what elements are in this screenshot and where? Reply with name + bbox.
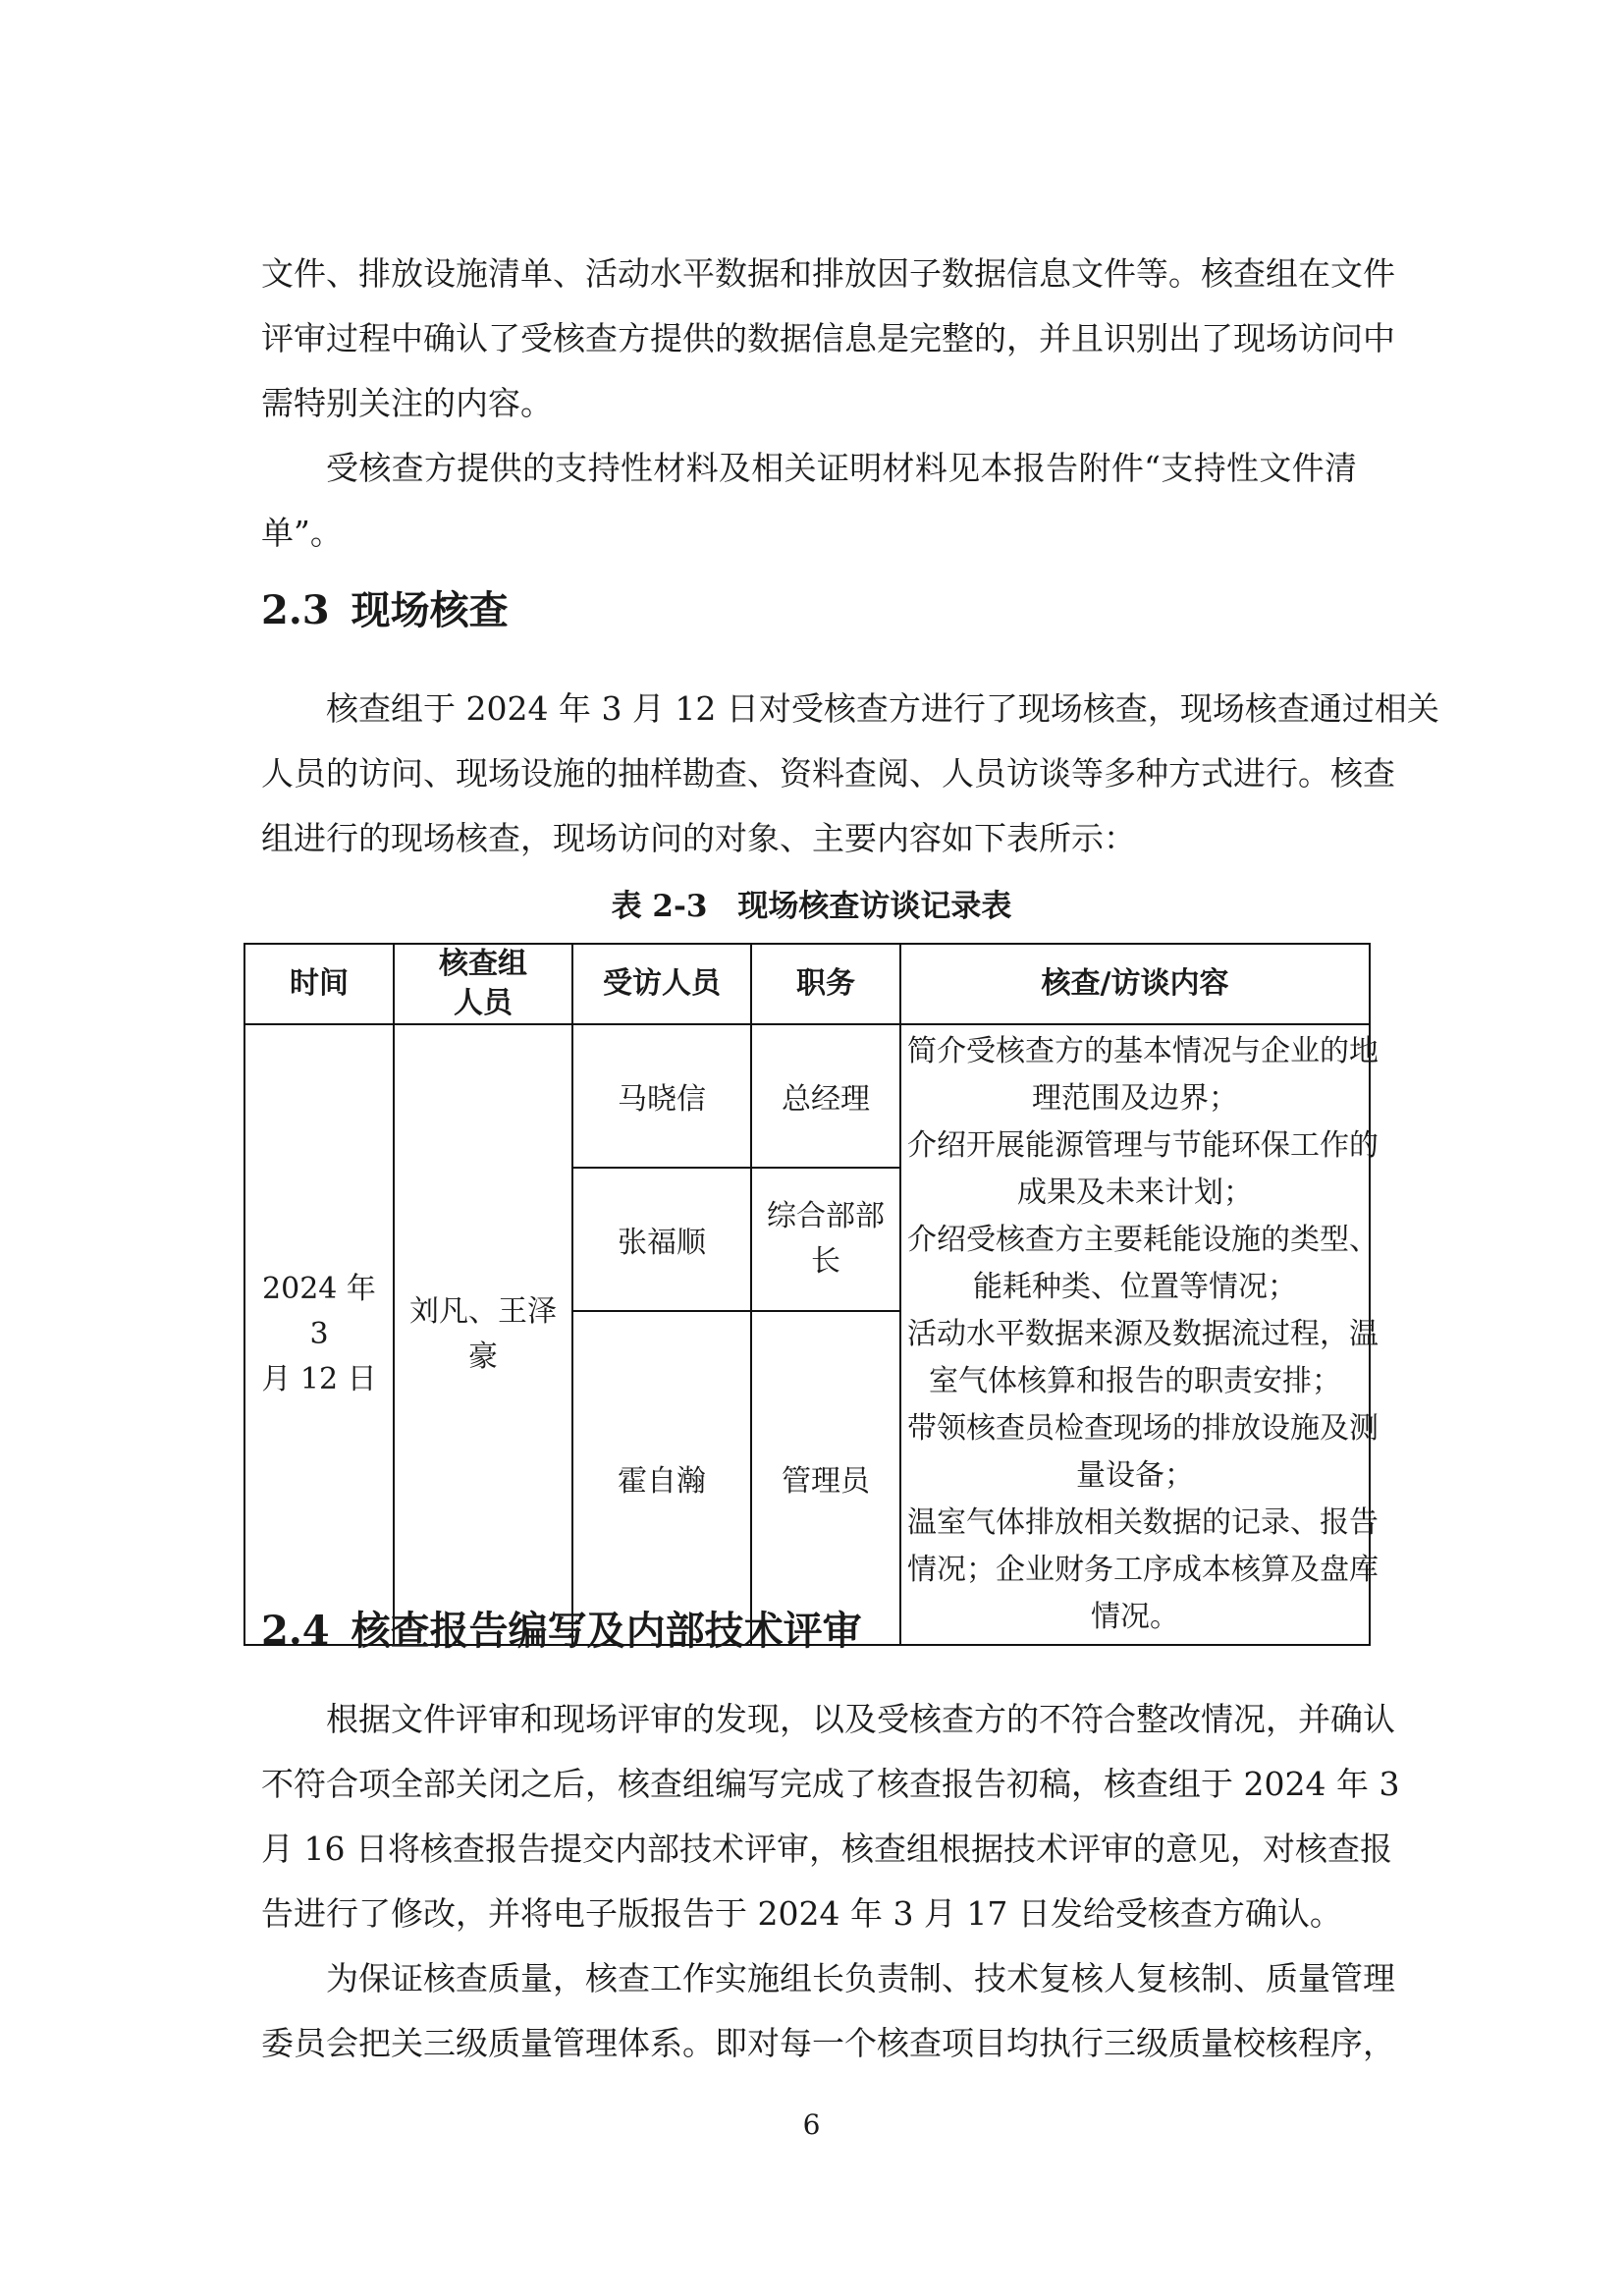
content-line: 情况。 <box>1091 1600 1179 1634</box>
content-line: 能耗种类、位置等情况； <box>973 1270 1297 1304</box>
header-position: 职务 <box>751 944 900 1024</box>
interviewee-cell: 张福顺 <box>572 1168 751 1311</box>
text-line: 需特别关注的内容。 <box>261 384 553 422</box>
team-line: 刘凡、王泽 <box>409 1294 557 1329</box>
text-line: 告进行了修改，并将电子版报告于 2024 年 3 月 17 日发给受核查方确认。 <box>261 1894 1342 1933</box>
time-line: 2024 年 3 <box>262 1272 376 1351</box>
section-title: 现场核查 <box>351 587 509 633</box>
table-caption: 表 2-3 现场核查访谈记录表 <box>611 889 1012 924</box>
text-line: 组进行的现场核查，现场访问的对象、主要内容如下表所示： <box>261 819 1136 857</box>
text-line: 人员的访问、现场设施的抽样勘查、资料查阅、人员访谈等多种方式进行。核查 <box>261 754 1395 793</box>
content-line: 带领核查员检查现场的排放设施及测 <box>907 1411 1379 1446</box>
position-line: 综合部部 <box>767 1199 885 1233</box>
content-line: 简介受核查方的基本情况与企业的地 <box>907 1034 1379 1068</box>
content-line: 活动水平数据来源及数据流过程，温 <box>907 1317 1379 1351</box>
position-cell <box>751 1168 900 1311</box>
text-line: 月 16 日将核查报告提交内部技术评审，核查组根据技术评审的意见，对核查报 <box>261 1830 1392 1868</box>
content-line: 温室气体排放相关数据的记录、报告 <box>907 1505 1379 1540</box>
content-line: 介绍开展能源管理与节能环保工作的 <box>907 1128 1379 1163</box>
table-header-row <box>244 944 1370 1024</box>
header-team <box>394 944 572 1024</box>
position-line: 总经理 <box>782 1082 870 1117</box>
header-content: 核查/访谈内容 <box>900 944 1370 1024</box>
position-cell <box>751 1311 900 1645</box>
header-time: 时间 <box>244 944 394 1024</box>
content-line: 室气体核算和报告的职责安排； <box>929 1364 1341 1398</box>
interviewee-cell: 马晓信 <box>572 1024 751 1168</box>
text-line: 评审过程中确认了受核查方提供的数据信息是完整的，并且识别出了现场访问中 <box>261 319 1395 357</box>
text-line: 核查组于 2024 年 3 月 12 日对受核查方进行了现场核查，现场核查通过相关 <box>326 689 1439 728</box>
page-number: 6 <box>802 2108 821 2141</box>
table-row <box>244 1024 1370 1168</box>
text-line: 委员会把关三级质量管理体系。即对每一个核查项目均执行三级质量校核程序， <box>261 2024 1395 2062</box>
content-line: 介绍受核查方主要耗能设施的类型、 <box>907 1223 1379 1257</box>
header-interviewee: 受访人员 <box>572 944 751 1024</box>
team-line: 豪 <box>468 1339 498 1374</box>
content-line: 情况；企业财务工序成本核算及盘库 <box>907 1553 1379 1587</box>
content-cell <box>900 1024 1379 1645</box>
header-team-line: 人员 <box>454 986 513 1020</box>
section-number: 2.4 <box>261 1608 330 1654</box>
position-cell <box>751 1024 900 1168</box>
position-line: 管理员 <box>782 1464 870 1499</box>
position-line: 长 <box>811 1244 840 1279</box>
text-line: 不符合项全部关闭之后，核查组编写完成了核查报告初稿，核查组于 2024 年 3 <box>261 1765 1400 1803</box>
content-line: 量设备； <box>1076 1458 1194 1493</box>
text-line: 单”。 <box>261 514 343 552</box>
section-heading-2-4 <box>261 1600 862 1656</box>
interview-record-table <box>243 943 1379 1646</box>
text-line: 根据文件评审和现场评审的发现，以及受核查方的不符合整改情况，并确认 <box>326 1700 1395 1738</box>
content-line: 理范围及边界； <box>1032 1081 1238 1116</box>
time-cell <box>244 1024 394 1645</box>
content-line: 成果及未来计划； <box>1017 1175 1253 1210</box>
section-title: 核查报告编写及内部技术评审 <box>351 1608 862 1654</box>
section-heading-2-3 <box>261 579 509 635</box>
team-cell <box>394 1024 572 1645</box>
time-line: 月 12 日 <box>261 1362 377 1396</box>
text-line: 文件、排放设施清单、活动水平数据和排放因子数据信息文件等。核查组在文件 <box>261 254 1395 293</box>
text-line: 为保证核查质量，核查工作实施组长负责制、技术复核人复核制、质量管理 <box>326 1959 1395 1997</box>
text-line: 受核查方提供的支持性材料及相关证明材料见本报告附件“支持性文件清 <box>326 449 1357 487</box>
interviewee-cell: 霍自瀚 <box>572 1311 751 1645</box>
section-number: 2.3 <box>261 587 330 633</box>
header-team-line: 核查组 <box>439 947 527 981</box>
